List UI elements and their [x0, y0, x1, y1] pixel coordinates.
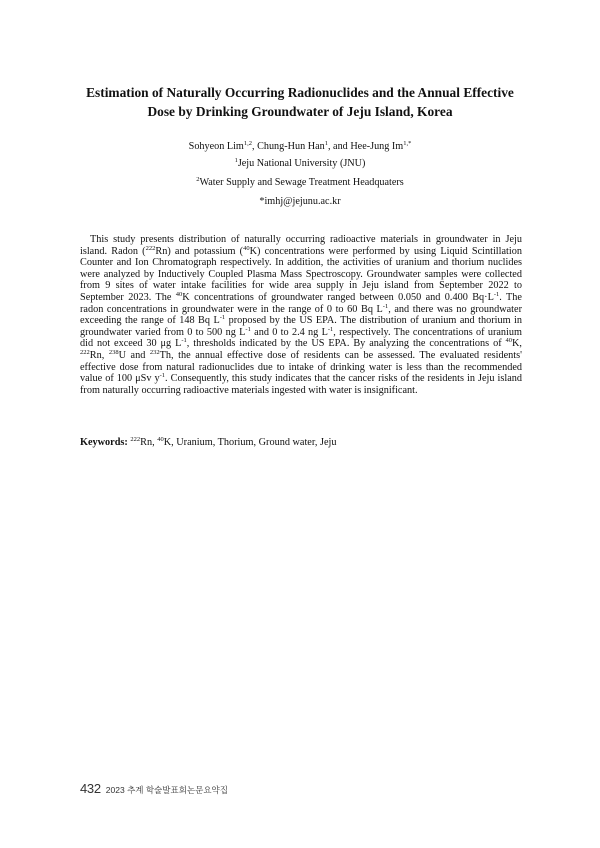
isotope-mass-number: 222: [145, 244, 156, 252]
isotope-mass-number: 40: [243, 244, 250, 252]
abstract-text: , respectively. The concentrations of uranium did not exceed 30 μg L: [80, 326, 522, 350]
unit-exponent: -1: [327, 325, 334, 333]
corresponding-email: *imhj@jejunu.ac.kr: [259, 196, 341, 207]
unit-exponent: -1: [245, 325, 251, 333]
author-name: Chung-Hun Han: [257, 141, 325, 152]
title-line-1: Estimation of Naturally Occurring Radionuclides and the Annual Effective: [86, 85, 514, 100]
paper-title: [60, 83, 540, 121]
abstract-text: Th, the annual effective dose of residents can be assessed. The evaluated residents' effective dose from natural radionuclides due to intake of drinking water is less than the recommended value of 100 μSv y: [80, 349, 522, 385]
abstract-text: K concentrations of groundwater ranged between 0.050 and 0.400 Bq·L: [182, 291, 494, 303]
author-affiliation-mark: 1,2: [243, 140, 252, 147]
author-separator: , and: [327, 141, 351, 152]
proceedings-title: 2023 추계 학술발표회논문요약집: [105, 785, 228, 795]
page-number: 432: [80, 781, 101, 796]
author-separator: ,: [251, 141, 258, 152]
abstract-text: This study presents distribution of naturally occurring radioactive materials in groundwater in Jeju island. Radon (: [80, 234, 522, 257]
abstract-text: and 0 to 2.4 ng L: [250, 326, 328, 338]
abstract-text: U and: [118, 349, 150, 361]
isotope-mass-number: 40: [505, 337, 513, 345]
unit-exponent: -1: [493, 290, 500, 298]
abstract-text: . The radon concentrations in groundwater were in the range of 0 to 60 Bq L: [80, 291, 522, 315]
abstract-text: , thresholds indicated by the US EPA. By analyzing the concentrations of: [186, 338, 506, 350]
unit-exponent: -1: [382, 302, 389, 310]
page-footer: [80, 780, 228, 798]
abstract-text: , and there was no groundwater exceeding the range of 148 Bq L: [80, 303, 522, 327]
abstract-text: K) concentrations were performed by using Liquid Scintillation Counter and Ion Chromatograph respectively. In addition, the activities of uranium and thorium nuclides were analyzed by Inductively Coupled Plasma Mass Spectroscopy. Groundwater samples were collected from 9 sites of water intake facilities for wide area supply in Jeju island from September 2022 to September 2023. The: [80, 245, 522, 303]
isotope-mass-number: 40: [175, 290, 183, 298]
unit-exponent: -1: [181, 337, 187, 345]
affiliation-mark: 1: [234, 157, 238, 164]
author-list: [60, 141, 540, 153]
affiliation-text: Jeju National University (JNU): [237, 158, 366, 169]
keyword-text: K, Uranium, Thorium, Ground water, Jeju: [163, 437, 337, 448]
isotope-mass-number: 232: [149, 348, 160, 356]
abstract-text: . Consequently, this study indicates that the cancer risks of the residents in Jeju island from naturally occurring radioactive materials ingested with water is insignificant.: [80, 373, 522, 396]
keyword-text: Rn,: [140, 437, 158, 448]
abstract: [80, 234, 522, 396]
keywords: [80, 437, 337, 449]
keywords-label: Keywords:: [80, 437, 128, 448]
corresponding-author-mark: *: [408, 140, 412, 147]
author-name: Sohyeon Lim: [188, 141, 244, 152]
isotope-mass-number: 222: [130, 436, 141, 443]
abstract-text: Rn,: [89, 349, 109, 361]
abstract-text: Rn) and potassium (: [155, 245, 244, 257]
author-name: Hee-Jung Im: [350, 141, 404, 152]
affiliation: [60, 158, 540, 170]
abstract-text: K,: [512, 338, 522, 350]
author-affiliation-mark: 1,*: [403, 140, 412, 147]
isotope-mass-number: 222: [80, 348, 90, 356]
author-affiliation-mark: 1: [324, 140, 328, 147]
affiliation-text: Water Supply and Sewage Treatment Headquaters: [199, 177, 404, 188]
unit-exponent: -1: [219, 314, 226, 322]
abstract-text: proposed by the US EPA. The distribution of uranium and thorium in groundwater varied from 0 to 500 ng L: [80, 315, 522, 338]
unit-exponent: -1: [159, 372, 166, 380]
affiliation-mark: 2: [196, 176, 200, 183]
isotope-mass-number: 40: [157, 436, 164, 443]
title-line-2: Dose by Drinking Groundwater of Jeju Island, Korea: [147, 104, 453, 119]
affiliation: [60, 177, 540, 189]
isotope-mass-number: 238: [108, 348, 119, 356]
